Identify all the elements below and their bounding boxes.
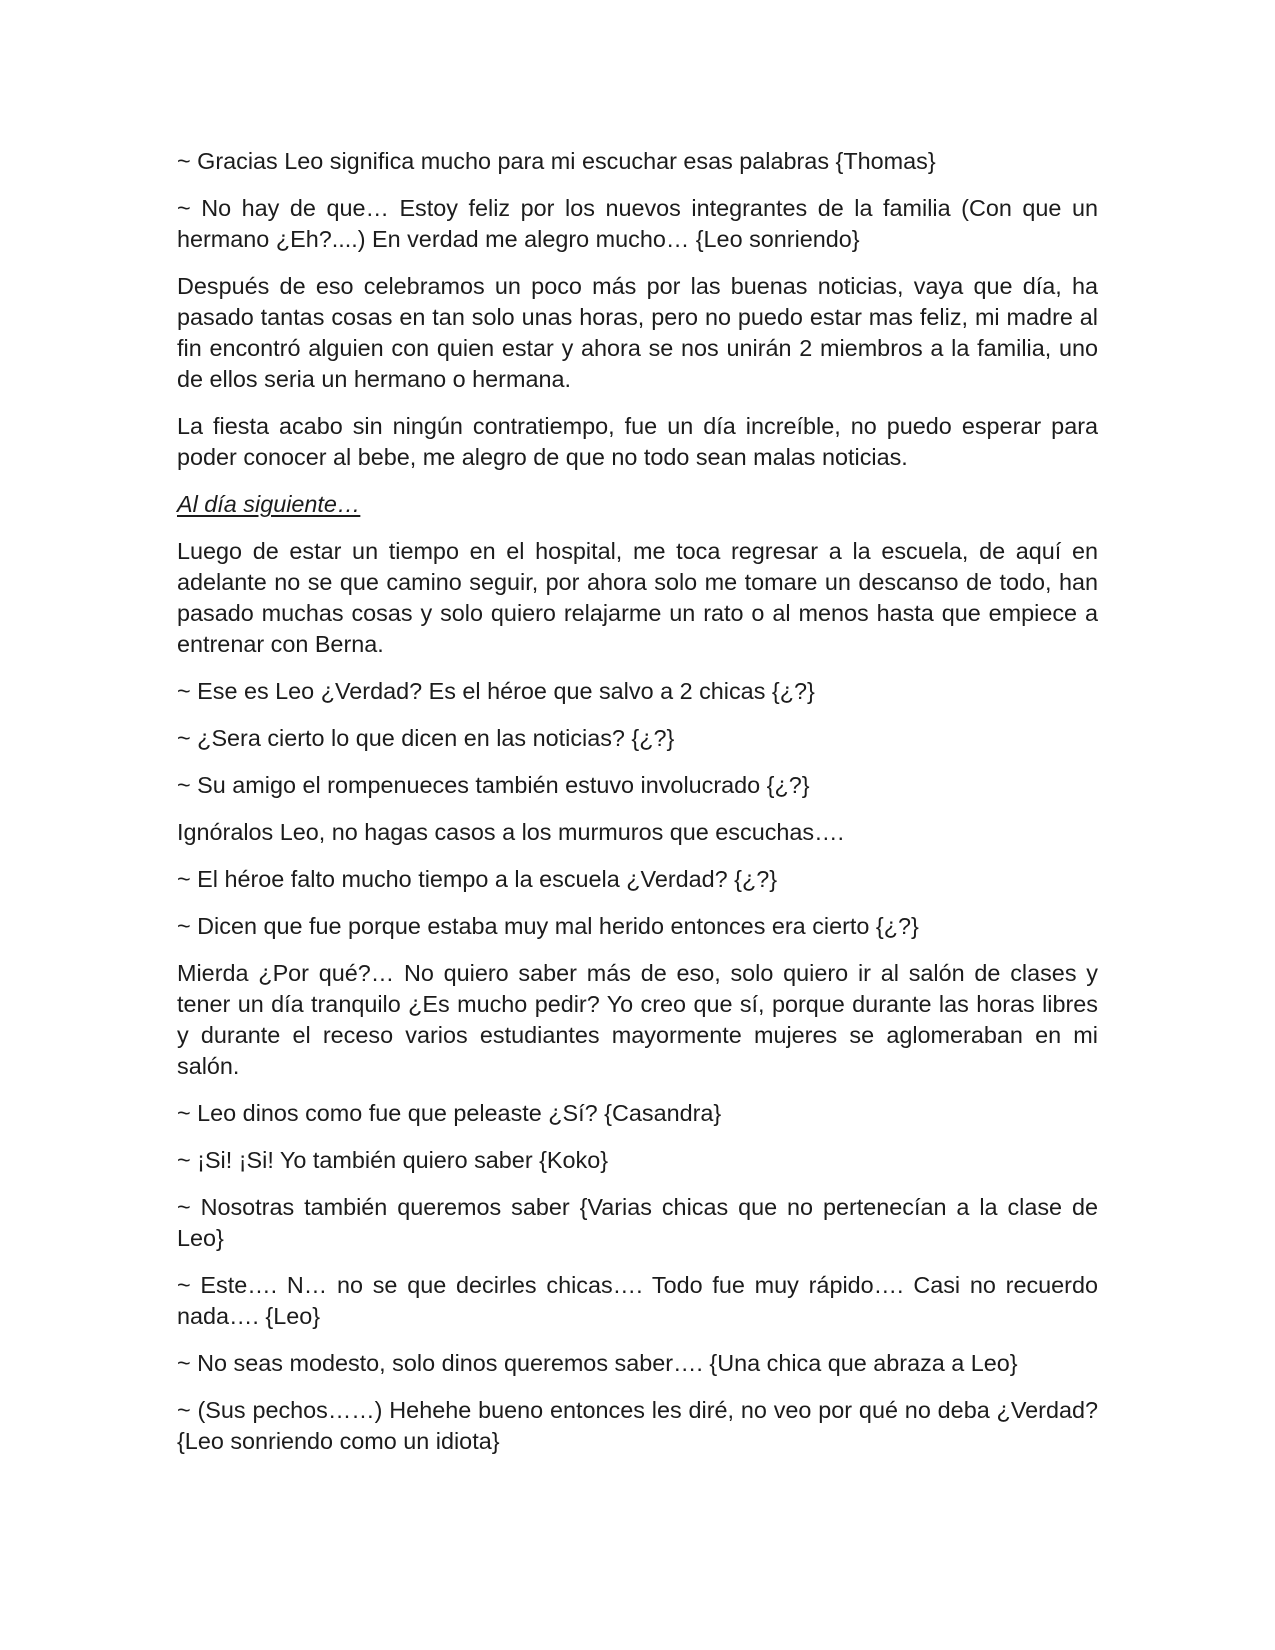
dialogue-line: ~ Leo dinos como fue que peleaste ¿Sí? {Casandra} (177, 1100, 722, 1126)
section-heading: Al día siguiente… (177, 491, 361, 517)
dialogue-line: ~ Ese es Leo ¿Verdad? Es el héroe que salvo a 2 chicas {¿?} (177, 678, 815, 704)
dialogue-line: ~ No hay de que… Estoy feliz por los nuevos integrantes de la familia (Con que un hermano ¿Eh?....) En verdad me alegro mucho… {Leo sonriendo} (177, 195, 1098, 252)
dialogue-line: ~ (Sus pechos……) Hehehe bueno entonces les diré, no veo por qué no deba ¿Verdad? {Leo sonriendo como un idiota} (177, 1397, 1098, 1454)
dialogue-line: ~ No seas modesto, solo dinos queremos saber…. {Una chica que abraza a Leo} (177, 1350, 1018, 1376)
dialogue-line: ~ El héroe falto mucho tiempo a la escuela ¿Verdad? {¿?} (177, 866, 778, 892)
narration-paragraph: Mierda ¿Por qué?… No quiero saber más de eso, solo quiero ir al salón de clases y tener un día tranquilo ¿Es mucho pedir? Yo creo que sí, porque durante las horas libres y durante el receso varios estudiantes mayormente mujeres se aglomeraban en mi salón. (177, 960, 1098, 1079)
dialogue-line: ~ Su amigo el rompenueces también estuvo involucrado {¿?} (177, 772, 810, 798)
dialogue-line: ~ Gracias Leo significa mucho para mi escuchar esas palabras {Thomas} (177, 148, 936, 174)
dialogue-line: ~ Nosotras también queremos saber {Varias chicas que no pertenecían a la clase de Leo} (177, 1194, 1098, 1251)
narration-paragraph: Después de eso celebramos un poco más por las buenas noticias, vaya que día, ha pasado tantas cosas en tan solo unas horas, pero no puedo estar mas feliz, mi madre al fin encontró alguien con quien estar y ahora se nos unirán 2 miembros a la familia, uno de ellos seria un hermano o hermana. (177, 273, 1098, 392)
narration-paragraph: Luego de estar un tiempo en el hospital, me toca regresar a la escuela, de aquí en adelante no se que camino seguir, por ahora solo me tomare un descanso de todo, han pasado muchas cosas y solo quiero relajarme un rato o al menos hasta que empiece a entrenar con Berna. (177, 538, 1098, 657)
dialogue-line: ~ ¿Sera cierto lo que dicen en las noticias? {¿?} (177, 725, 675, 751)
dialogue-line: ~ ¡Si! ¡Si! Yo también quiero saber {Koko} (177, 1147, 609, 1173)
narration-paragraph: La fiesta acabo sin ningún contratiempo, fue un día increíble, no puedo esperar para poder conocer al bebe, me alegro de que no todo sean malas noticias. (177, 413, 1098, 470)
dialogue-line: ~ Este…. N… no se que decirles chicas…. Todo fue muy rápido…. Casi no recuerdo nada…. {Leo} (177, 1272, 1098, 1329)
dialogue-line: ~ Dicen que fue porque estaba muy mal herido entonces era cierto {¿?} (177, 913, 919, 939)
narration-paragraph: Ignóralos Leo, no hagas casos a los murmuros que escuchas…. (177, 819, 844, 845)
document-body (177, 146, 1098, 1473)
